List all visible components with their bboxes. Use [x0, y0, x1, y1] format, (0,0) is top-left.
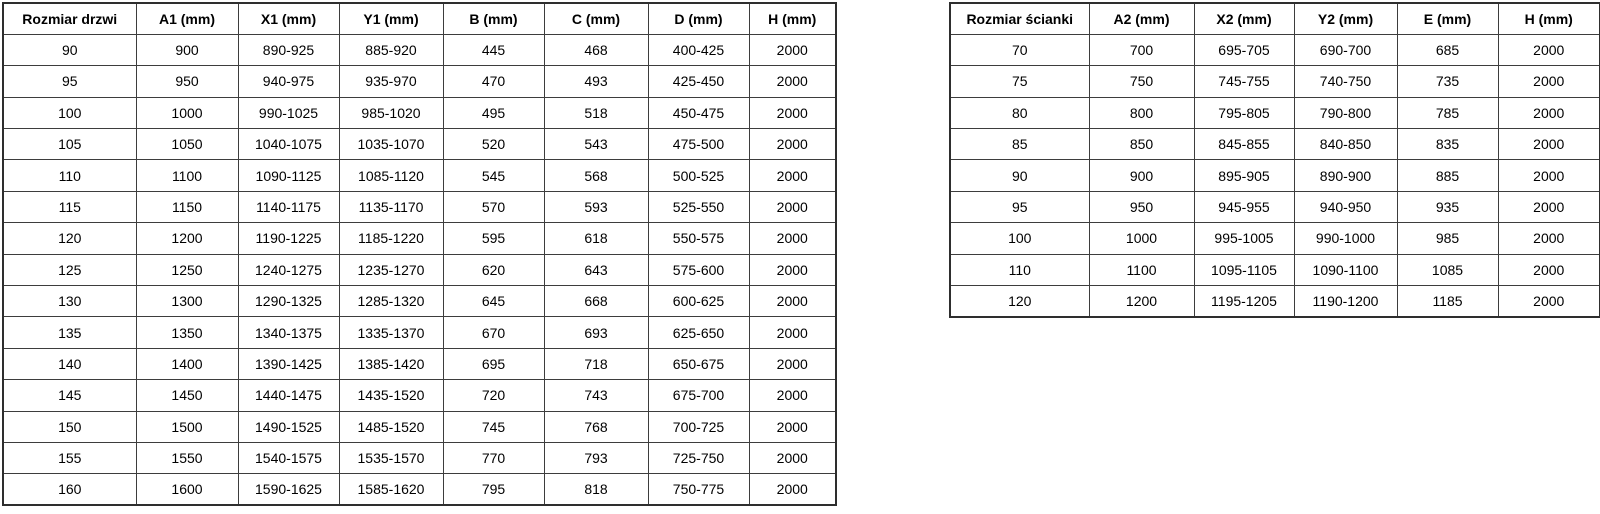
door-table-cell: 990-1025	[238, 97, 339, 128]
door-table-cell: 135	[3, 317, 136, 348]
door-table-cell: 695	[443, 348, 544, 379]
wall-table-cell: 735	[1397, 66, 1498, 97]
door-table-cell: 1400	[136, 348, 238, 379]
wall-table-cell: 850	[1089, 129, 1194, 160]
door-table-cell: 950	[136, 66, 238, 97]
wall-table-cell: 685	[1397, 34, 1498, 65]
door-table-cell: 2000	[749, 474, 836, 505]
door-table-header-0: Rozmiar drzwi	[3, 3, 136, 34]
table-row	[3, 97, 836, 128]
door-table-cell: 940-975	[238, 66, 339, 97]
door-table-cell: 650-675	[648, 348, 749, 379]
wall-table-cell: 890-900	[1294, 160, 1397, 191]
door-table-cell: 1485-1520	[339, 411, 443, 442]
table-row	[3, 442, 836, 473]
door-table-cell: 145	[3, 380, 136, 411]
door-table-header-row	[3, 3, 836, 34]
wall-table-cell: 1095-1105	[1194, 254, 1294, 285]
door-table-cell: 570	[443, 191, 544, 222]
door-table-header-2: X1 (mm)	[238, 3, 339, 34]
door-table-cell: 1035-1070	[339, 129, 443, 160]
door-table-cell: 2000	[749, 66, 836, 97]
door-table-header-3: Y1 (mm)	[339, 3, 443, 34]
door-table-cell: 1540-1575	[238, 442, 339, 473]
wall-table-cell: 740-750	[1294, 66, 1397, 97]
door-table-cell: 625-650	[648, 317, 749, 348]
door-table-cell: 1500	[136, 411, 238, 442]
wall-table-cell: 2000	[1498, 34, 1600, 65]
table-row	[3, 129, 836, 160]
wall-table-cell: 1100	[1089, 254, 1194, 285]
door-table-cell: 2000	[749, 411, 836, 442]
door-table-cell: 1290-1325	[238, 286, 339, 317]
wall-table-cell: 1185	[1397, 286, 1498, 317]
wall-table-cell: 940-950	[1294, 191, 1397, 222]
wall-table-cell: 90	[950, 160, 1089, 191]
wall-table-cell: 2000	[1498, 191, 1600, 222]
door-table-cell: 1435-1520	[339, 380, 443, 411]
door-table-cell: 2000	[749, 97, 836, 128]
door-table-cell: 525-550	[648, 191, 749, 222]
door-table-cell: 450-475	[648, 97, 749, 128]
door-table-cell: 500-525	[648, 160, 749, 191]
door-table-cell: 770	[443, 442, 544, 473]
wall-table-header-0: Rozmiar ścianki	[950, 3, 1089, 34]
door-table-cell: 120	[3, 223, 136, 254]
wall-table-cell: 900	[1089, 160, 1194, 191]
door-table-cell: 2000	[749, 286, 836, 317]
door-size-table	[2, 2, 837, 506]
door-table-cell: 670	[443, 317, 544, 348]
door-table-header-7: H (mm)	[749, 3, 836, 34]
wall-table-cell: 785	[1397, 97, 1498, 128]
door-table-cell: 2000	[749, 254, 836, 285]
door-table-cell: 100	[3, 97, 136, 128]
door-table-cell: 1335-1370	[339, 317, 443, 348]
wall-table-header-4: E (mm)	[1397, 3, 1498, 34]
door-table-cell: 675-700	[648, 380, 749, 411]
table-row	[3, 348, 836, 379]
table-row	[3, 34, 836, 65]
door-table-cell: 700-725	[648, 411, 749, 442]
door-table-cell: 545	[443, 160, 544, 191]
wall-table-cell: 790-800	[1294, 97, 1397, 128]
table-row	[3, 254, 836, 285]
door-table-cell: 2000	[749, 160, 836, 191]
door-table-cell: 115	[3, 191, 136, 222]
door-table-cell: 1600	[136, 474, 238, 505]
wall-table-cell: 885	[1397, 160, 1498, 191]
wall-table-cell: 985	[1397, 223, 1498, 254]
door-table-cell: 600-625	[648, 286, 749, 317]
wall-table-header-5: H (mm)	[1498, 3, 1600, 34]
door-table-cell: 1100	[136, 160, 238, 191]
door-table-cell: 693	[544, 317, 648, 348]
door-table-cell: 1050	[136, 129, 238, 160]
wall-table-cell: 2000	[1498, 160, 1600, 191]
door-table-cell: 1190-1225	[238, 223, 339, 254]
door-table-cell: 1590-1625	[238, 474, 339, 505]
table-row	[3, 380, 836, 411]
door-table-cell: 935-970	[339, 66, 443, 97]
door-table-header-1: A1 (mm)	[136, 3, 238, 34]
table-row	[3, 160, 836, 191]
table-row	[3, 66, 836, 97]
wall-table-cell: 1190-1200	[1294, 286, 1397, 317]
door-table-cell: 645	[443, 286, 544, 317]
door-table-cell: 643	[544, 254, 648, 285]
table-row	[950, 191, 1600, 222]
door-table-cell: 2000	[749, 380, 836, 411]
door-table-cell: 900	[136, 34, 238, 65]
wall-table-cell: 70	[950, 34, 1089, 65]
door-table-cell: 470	[443, 66, 544, 97]
wall-table-cell: 690-700	[1294, 34, 1397, 65]
door-table-cell: 468	[544, 34, 648, 65]
door-table-cell: 425-450	[648, 66, 749, 97]
wall-table-cell: 95	[950, 191, 1089, 222]
door-table-cell: 1390-1425	[238, 348, 339, 379]
wall-table-cell: 1085	[1397, 254, 1498, 285]
table-row	[950, 254, 1600, 285]
door-table-cell: 1300	[136, 286, 238, 317]
wall-table-cell: 2000	[1498, 223, 1600, 254]
wall-table-cell: 100	[950, 223, 1089, 254]
table-row	[950, 97, 1600, 128]
door-table-cell: 1090-1125	[238, 160, 339, 191]
wall-table-cell: 2000	[1498, 254, 1600, 285]
wall-table-cell: 840-850	[1294, 129, 1397, 160]
wall-table-cell: 700	[1089, 34, 1194, 65]
door-table-cell: 445	[443, 34, 544, 65]
wall-table-cell: 80	[950, 97, 1089, 128]
door-table-cell: 593	[544, 191, 648, 222]
wall-table-header-1: A2 (mm)	[1089, 3, 1194, 34]
door-table-cell: 793	[544, 442, 648, 473]
wall-table-cell: 120	[950, 286, 1089, 317]
door-table-cell: 818	[544, 474, 648, 505]
door-table-cell: 1535-1570	[339, 442, 443, 473]
wall-table-cell: 695-705	[1194, 34, 1294, 65]
door-table-cell: 130	[3, 286, 136, 317]
door-table-cell: 495	[443, 97, 544, 128]
table-row	[3, 191, 836, 222]
table-row	[3, 286, 836, 317]
door-table-cell: 550-575	[648, 223, 749, 254]
wall-table-cell: 1000	[1089, 223, 1194, 254]
door-table-cell: 1040-1075	[238, 129, 339, 160]
door-table-cell: 1350	[136, 317, 238, 348]
door-table-cell: 2000	[749, 348, 836, 379]
door-table-cell: 1385-1420	[339, 348, 443, 379]
door-table-cell: 400-425	[648, 34, 749, 65]
door-table-cell: 595	[443, 223, 544, 254]
wall-table-cell: 75	[950, 66, 1089, 97]
door-table-cell: 720	[443, 380, 544, 411]
door-table-cell: 668	[544, 286, 648, 317]
door-table-cell: 2000	[749, 442, 836, 473]
door-table-cell: 2000	[749, 34, 836, 65]
door-table-cell: 520	[443, 129, 544, 160]
wall-table-cell: 845-855	[1194, 129, 1294, 160]
table-row	[3, 411, 836, 442]
door-table-header-4: B (mm)	[443, 3, 544, 34]
door-table-cell: 160	[3, 474, 136, 505]
wall-table-cell: 935	[1397, 191, 1498, 222]
wall-table-cell: 2000	[1498, 66, 1600, 97]
wall-table-header-3: Y2 (mm)	[1294, 3, 1397, 34]
door-table-cell: 1585-1620	[339, 474, 443, 505]
wall-table-cell: 895-905	[1194, 160, 1294, 191]
door-table-cell: 543	[544, 129, 648, 160]
wall-table-cell: 745-755	[1194, 66, 1294, 97]
door-table-cell: 568	[544, 160, 648, 191]
door-table-cell: 2000	[749, 129, 836, 160]
door-table-cell: 140	[3, 348, 136, 379]
door-table-cell: 90	[3, 34, 136, 65]
door-table-cell: 885-920	[339, 34, 443, 65]
door-table-cell: 493	[544, 66, 648, 97]
door-table-cell: 1235-1270	[339, 254, 443, 285]
door-table-cell: 475-500	[648, 129, 749, 160]
table-row	[950, 286, 1600, 317]
wall-table-cell: 1195-1205	[1194, 286, 1294, 317]
door-table-cell: 95	[3, 66, 136, 97]
door-table-cell: 620	[443, 254, 544, 285]
wall-table-cell: 995-1005	[1194, 223, 1294, 254]
wall-table-cell: 2000	[1498, 286, 1600, 317]
wall-table-header-row	[950, 3, 1600, 34]
wall-table-cell: 1090-1100	[1294, 254, 1397, 285]
door-table-cell: 125	[3, 254, 136, 285]
door-table-cell: 1140-1175	[238, 191, 339, 222]
door-table-cell: 105	[3, 129, 136, 160]
wall-size-table	[949, 2, 1600, 318]
wall-table-cell: 800	[1089, 97, 1194, 128]
door-table-cell: 2000	[749, 191, 836, 222]
door-table-cell: 1135-1170	[339, 191, 443, 222]
door-table-cell: 795	[443, 474, 544, 505]
door-table-cell: 155	[3, 442, 136, 473]
door-table-cell: 110	[3, 160, 136, 191]
wall-table-cell: 2000	[1498, 97, 1600, 128]
table-row	[950, 129, 1600, 160]
door-table-cell: 750-775	[648, 474, 749, 505]
door-table-cell: 1285-1320	[339, 286, 443, 317]
wall-table-cell: 990-1000	[1294, 223, 1397, 254]
door-table-cell: 1340-1375	[238, 317, 339, 348]
wall-table-cell: 1200	[1089, 286, 1194, 317]
wall-table-cell: 945-955	[1194, 191, 1294, 222]
wall-table-cell: 2000	[1498, 129, 1600, 160]
door-table-cell: 1085-1120	[339, 160, 443, 191]
table-row	[3, 223, 836, 254]
door-table-cell: 725-750	[648, 442, 749, 473]
table-row	[3, 317, 836, 348]
door-table-cell: 1550	[136, 442, 238, 473]
wall-table-cell: 750	[1089, 66, 1194, 97]
table-row	[950, 66, 1600, 97]
door-table-cell: 1200	[136, 223, 238, 254]
door-table-cell: 768	[544, 411, 648, 442]
door-table-cell: 890-925	[238, 34, 339, 65]
door-table-cell: 1185-1220	[339, 223, 443, 254]
door-table-cell: 2000	[749, 223, 836, 254]
wall-table-cell: 110	[950, 254, 1089, 285]
door-table-cell: 1150	[136, 191, 238, 222]
table-row	[950, 160, 1600, 191]
door-table-cell: 745	[443, 411, 544, 442]
wall-table-cell: 835	[1397, 129, 1498, 160]
wall-table-cell: 795-805	[1194, 97, 1294, 128]
door-table-cell: 743	[544, 380, 648, 411]
door-table-cell: 1450	[136, 380, 238, 411]
door-table-cell: 618	[544, 223, 648, 254]
table-row	[950, 34, 1600, 65]
wall-table-cell: 950	[1089, 191, 1194, 222]
door-table-cell: 1440-1475	[238, 380, 339, 411]
door-table-cell: 1240-1275	[238, 254, 339, 285]
table-row	[3, 474, 836, 505]
wall-table-header-2: X2 (mm)	[1194, 3, 1294, 34]
wall-table-cell: 85	[950, 129, 1089, 160]
door-table-cell: 1000	[136, 97, 238, 128]
table-row	[950, 223, 1600, 254]
door-table-header-6: D (mm)	[648, 3, 749, 34]
door-table-cell: 2000	[749, 317, 836, 348]
door-table-cell: 1250	[136, 254, 238, 285]
door-table-cell: 518	[544, 97, 648, 128]
door-table-cell: 718	[544, 348, 648, 379]
door-table-header-5: C (mm)	[544, 3, 648, 34]
door-table-cell: 150	[3, 411, 136, 442]
door-table-cell: 575-600	[648, 254, 749, 285]
door-table-cell: 1490-1525	[238, 411, 339, 442]
door-table-cell: 985-1020	[339, 97, 443, 128]
